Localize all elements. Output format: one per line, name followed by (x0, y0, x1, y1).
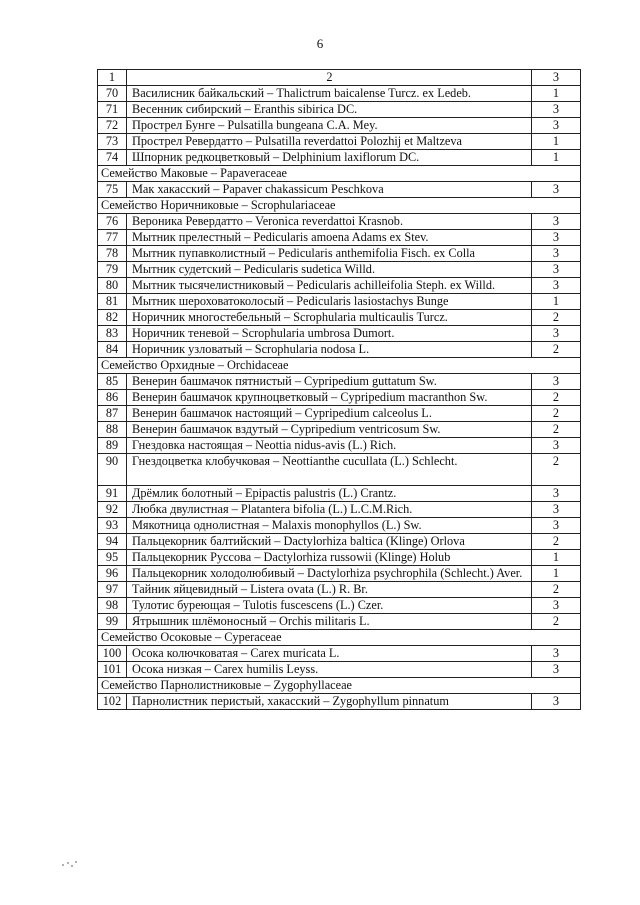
row-number: 76 (98, 214, 127, 230)
row-number: 97 (98, 582, 127, 598)
status-category: 3 (532, 374, 581, 390)
row-number: 99 (98, 614, 127, 630)
row-number: 98 (98, 598, 127, 614)
species-name: Венерин башмачок вздутый – Cypripedium ventricosum Sw. (127, 422, 532, 438)
table-row (98, 566, 581, 582)
species-name: Венерин башмачок пятнистый – Cypripedium guttatum Sw. (127, 374, 532, 390)
species-name: Мытник судетский – Pedicularis sudetica Willd. (127, 262, 532, 278)
table-row (98, 262, 581, 278)
status-category: 3 (532, 182, 581, 198)
row-number: 84 (98, 342, 127, 358)
row-number: 88 (98, 422, 127, 438)
table-row (98, 406, 581, 422)
status-category: 1 (532, 150, 581, 166)
status-category: 3 (532, 326, 581, 342)
row-number: 89 (98, 438, 127, 454)
species-name: Норичник теневой – Scrophularia umbrosa Dumort. (127, 326, 532, 342)
species-name: Мак хакасский – Papaver chakassicum Peschkova (127, 182, 532, 198)
row-number: 100 (98, 646, 127, 662)
species-name: Тулотис буреющая – Tulotis fuscescens (L.) Czer. (127, 598, 532, 614)
species-table (97, 69, 581, 710)
table-header-row (98, 70, 581, 86)
family-name: Семейство Осоковые – Cyperaceae (98, 630, 581, 646)
table-row (98, 134, 581, 150)
table-row (98, 582, 581, 598)
table-row (98, 598, 581, 614)
status-category: 3 (532, 230, 581, 246)
table-row (98, 342, 581, 358)
family-name: Семейство Парнолистниковые – Zygophyllaceae (98, 678, 581, 694)
status-category: 3 (532, 214, 581, 230)
status-category: 3 (532, 118, 581, 134)
species-name: Любка двулистная – Platantera bifolia (L.) L.C.M.Rich. (127, 502, 532, 518)
table-row (98, 518, 581, 534)
table-row (98, 278, 581, 294)
species-name: Норичник многостебельный – Scrophularia multicaulis Turcz. (127, 310, 532, 326)
table-row (98, 102, 581, 118)
species-name: Василисник байкальский – Thalictrum baicalense Turcz. ex Ledeb. (127, 86, 532, 102)
status-category: 3 (532, 662, 581, 678)
row-number: 75 (98, 182, 127, 198)
row-number: 87 (98, 406, 127, 422)
family-header-row (98, 358, 581, 374)
table-row (98, 86, 581, 102)
row-number: 90 (98, 454, 127, 486)
species-name: Осока колючковатая – Carex muricata L. (127, 646, 532, 662)
species-name: Дрёмлик болотный – Epipactis palustris (L.) Crantz. (127, 486, 532, 502)
species-name: Пальцекорник Руссова – Dactylorhiza russowii (Klinge) Holub (127, 550, 532, 566)
species-name: Венерин башмачок крупноцветковый – Cypripedium macranthon Sw. (127, 390, 532, 406)
status-category: 1 (532, 86, 581, 102)
row-number: 92 (98, 502, 127, 518)
row-number: 79 (98, 262, 127, 278)
species-name: Парнолистник перистый, хакасский – Zygophyllum pinnatum (127, 694, 532, 710)
species-name: Гнездоцветка клобучковая – Neottianthe cucullata (L.) Schlecht. (127, 454, 532, 486)
species-name: Осока низкая – Carex humilis Leyss. (127, 662, 532, 678)
page-number: 6 (316, 36, 324, 51)
status-category: 3 (532, 262, 581, 278)
row-number: 82 (98, 310, 127, 326)
row-number: 73 (98, 134, 127, 150)
status-category: 3 (532, 246, 581, 262)
row-number: 72 (98, 118, 127, 134)
status-category: 2 (532, 614, 581, 630)
species-name: Весенник сибирский – Eranthis sibirica DC. (127, 102, 532, 118)
table-row (98, 550, 581, 566)
table-row (98, 662, 581, 678)
status-category: 3 (532, 102, 581, 118)
status-category: 2 (532, 342, 581, 358)
table-row (98, 118, 581, 134)
species-name: Прострел Ревердатто – Pulsatilla reverdattoi Polozhij et Maltzeva (127, 134, 532, 150)
species-name: Шпорник редкоцветковый – Delphinium laxiflorum DC. (127, 150, 532, 166)
row-number: 81 (98, 294, 127, 310)
family-name: Семейство Орхидные – Orchidaceae (98, 358, 581, 374)
family-header-row (98, 198, 581, 214)
row-number: 101 (98, 662, 127, 678)
row-number: 80 (98, 278, 127, 294)
row-number: 94 (98, 534, 127, 550)
family-header-row (98, 678, 581, 694)
row-number: 70 (98, 86, 127, 102)
status-category: 3 (532, 598, 581, 614)
row-number: 95 (98, 550, 127, 566)
row-number: 86 (98, 390, 127, 406)
table-row (98, 374, 581, 390)
status-category: 1 (532, 134, 581, 150)
row-number: 74 (98, 150, 127, 166)
species-name: Мытник пупавколистный – Pedicularis anthemifolia Fisch. ex Colla (127, 246, 532, 262)
status-category: 2 (532, 406, 581, 422)
status-category: 3 (532, 646, 581, 662)
table-row (98, 502, 581, 518)
species-name: Тайник яйцевидный – Listera ovata (L.) R. Br. (127, 582, 532, 598)
status-category: 2 (532, 582, 581, 598)
status-category: 2 (532, 454, 581, 486)
species-name: Прострел Бунге – Pulsatilla bungeana C.A. Mey. (127, 118, 532, 134)
table-row (98, 694, 581, 710)
family-header-row (98, 630, 581, 646)
species-name: Гнездовка настоящая – Neottia nidus-avis (L.) Rich. (127, 438, 532, 454)
status-category: 1 (532, 294, 581, 310)
table-row (98, 486, 581, 502)
status-category: 2 (532, 390, 581, 406)
species-name: Мытник тысячелистниковый – Pedicularis achilleifolia Steph. ex Willd. (127, 278, 532, 294)
species-name: Мытник прелестный – Pedicularis amoena Adams ex Stev. (127, 230, 532, 246)
table-row (98, 454, 581, 486)
row-number: 83 (98, 326, 127, 342)
header-col-species: 2 (127, 70, 532, 86)
row-number: 93 (98, 518, 127, 534)
species-name: Пальцекорник холодолюбивый – Dactylorhiza psychrophila (Schlecht.) Aver. (127, 566, 532, 582)
species-name: Норичник узловатый – Scrophularia nodosa L. (127, 342, 532, 358)
status-category: 3 (532, 438, 581, 454)
scan-artifact-dots (62, 858, 78, 868)
row-number: 78 (98, 246, 127, 262)
status-category: 1 (532, 550, 581, 566)
status-category: 2 (532, 422, 581, 438)
row-number: 96 (98, 566, 127, 582)
table-row (98, 614, 581, 630)
status-category: 3 (532, 486, 581, 502)
status-category: 3 (532, 502, 581, 518)
species-name: Пальцекорник балтийский – Dactylorhiza baltica (Klinge) Orlova (127, 534, 532, 550)
status-category: 3 (532, 694, 581, 710)
table-row (98, 646, 581, 662)
header-col-status: 3 (532, 70, 581, 86)
status-category: 2 (532, 534, 581, 550)
row-number: 102 (98, 694, 127, 710)
species-name: Мытник шероховатоколосый – Pedicularis lasiostachys Bunge (127, 294, 532, 310)
species-name: Мякотница однолистная – Malaxis monophyllos (L.) Sw. (127, 518, 532, 534)
table-row (98, 326, 581, 342)
status-category: 3 (532, 278, 581, 294)
table-row (98, 422, 581, 438)
status-category: 3 (532, 518, 581, 534)
row-number: 71 (98, 102, 127, 118)
header-col-number: 1 (98, 70, 127, 86)
species-name: Ятрышник шлёмоносный – Orchis militaris L. (127, 614, 532, 630)
table-row (98, 246, 581, 262)
table-row (98, 182, 581, 198)
species-name: Вероника Ревердатто – Veronica reverdattoi Krasnob. (127, 214, 532, 230)
table-row (98, 390, 581, 406)
row-number: 85 (98, 374, 127, 390)
table-row (98, 230, 581, 246)
table-row (98, 294, 581, 310)
family-name: Семейство Норичниковые – Scrophulariaceae (98, 198, 581, 214)
family-name: Семейство Маковые – Papaveraceae (98, 166, 581, 182)
family-header-row (98, 166, 581, 182)
table-row (98, 438, 581, 454)
row-number: 77 (98, 230, 127, 246)
status-category: 1 (532, 566, 581, 582)
table-row (98, 214, 581, 230)
status-category: 2 (532, 310, 581, 326)
row-number: 91 (98, 486, 127, 502)
species-name: Венерин башмачок настоящий – Cypripedium calceolus L. (127, 406, 532, 422)
table-row (98, 150, 581, 166)
table-row (98, 310, 581, 326)
table-row (98, 534, 581, 550)
